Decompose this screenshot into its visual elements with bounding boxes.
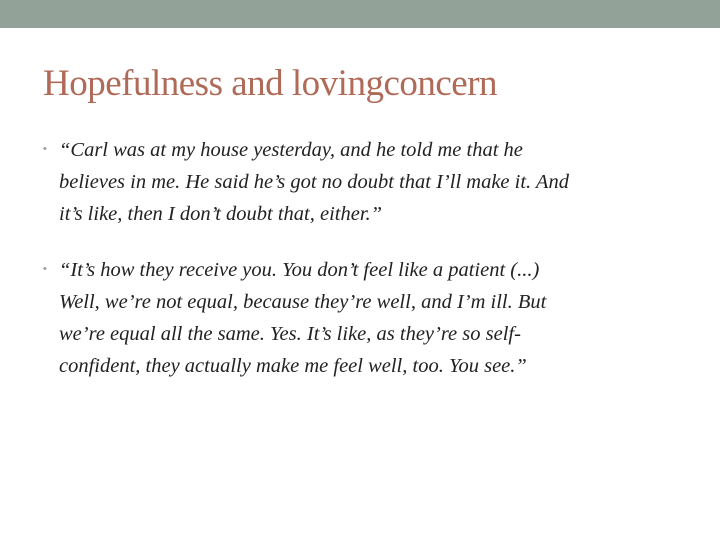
bullet-list <box>43 134 683 406</box>
quote-line: believes in me. He said he’s got no doubt that I’ll make it. And <box>59 171 569 193</box>
quote-line: we’re equal all the same. Yes. It’s like, as they’re so self- <box>59 323 521 345</box>
quote-line: “Carl was at my house yesterday, and he told me that he <box>59 139 523 161</box>
quote-line: confident, they actually make me feel well, too. You see.” <box>59 355 527 377</box>
quote-bullet-carl <box>43 134 683 230</box>
quote-line: “It’s how they receive you. You don’t feel like a patient (...) <box>59 259 540 281</box>
quote-line: Well, we’re not equal, because they’re well, and I’m ill. But <box>59 291 547 313</box>
top-accent-bar <box>0 0 720 28</box>
bullet-dot-icon: • <box>43 263 47 275</box>
slide-title: Hopefulness and lovingconcern <box>43 63 498 104</box>
bullet-dot-icon: • <box>43 143 47 155</box>
quote-line: it’s like, then I don’t doubt that, either.” <box>59 203 383 225</box>
quote-bullet-receive <box>43 254 683 382</box>
